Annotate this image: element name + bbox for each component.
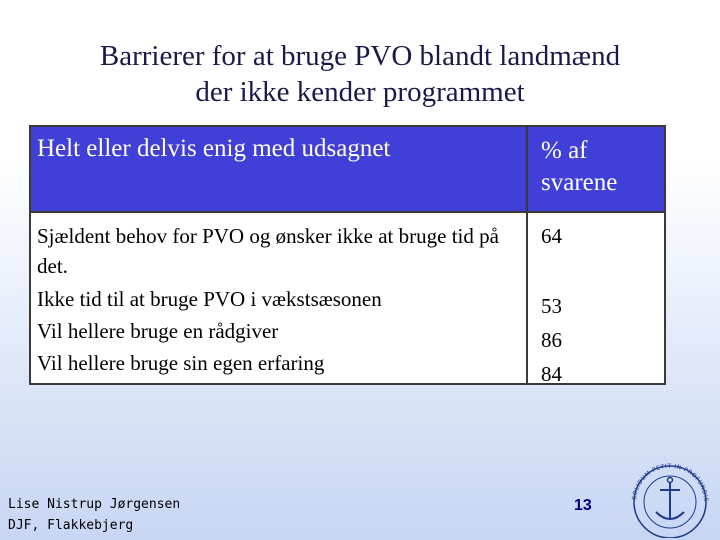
author-affiliation: DJF, Flakkebjerg [8, 518, 134, 533]
survey-table [29, 125, 666, 385]
slide-title-line1: Barrierer for at bruge PVO blandt landmænd [99, 40, 621, 72]
slide-title [0, 38, 720, 110]
footer-author-block [8, 494, 180, 536]
statement-row: Ikke tid til at bruge PVO i vækstsæsonen [37, 287, 382, 311]
percent-value: 64 [541, 224, 562, 248]
statement-row: Vil hellere bruge sin egen erfaring [37, 351, 325, 375]
university-seal-icon [622, 460, 718, 538]
column-divider [526, 127, 528, 383]
statement-row: Sjældent behov for PVO og ønsker ikke at bruge tid på det. [37, 224, 499, 278]
author-name: Lise Nistrup Jørgensen [8, 497, 181, 512]
percent-column [541, 221, 562, 391]
percent-value: 84 [541, 362, 562, 386]
header-statement: Helt eller delvis enig med udsagnet [37, 135, 391, 162]
percent-value: 53 [541, 294, 562, 318]
header-percent [541, 135, 617, 199]
header-percent-line1: % af [541, 137, 588, 164]
statement-row: Vil hellere bruge en rådgiver [37, 319, 279, 343]
header-percent-line2: svarene [541, 169, 618, 196]
table-header [31, 127, 664, 213]
page-number: 13 [574, 497, 592, 514]
percent-value: 86 [541, 328, 562, 352]
svg-text:SOLIDUM PETIT IN PROFUNDIS: SOLIDUM PETIT IN PROFUNDIS [631, 462, 710, 503]
slide-title-line2: der ikke kender programmet [195, 76, 525, 108]
statements-column [37, 221, 517, 379]
